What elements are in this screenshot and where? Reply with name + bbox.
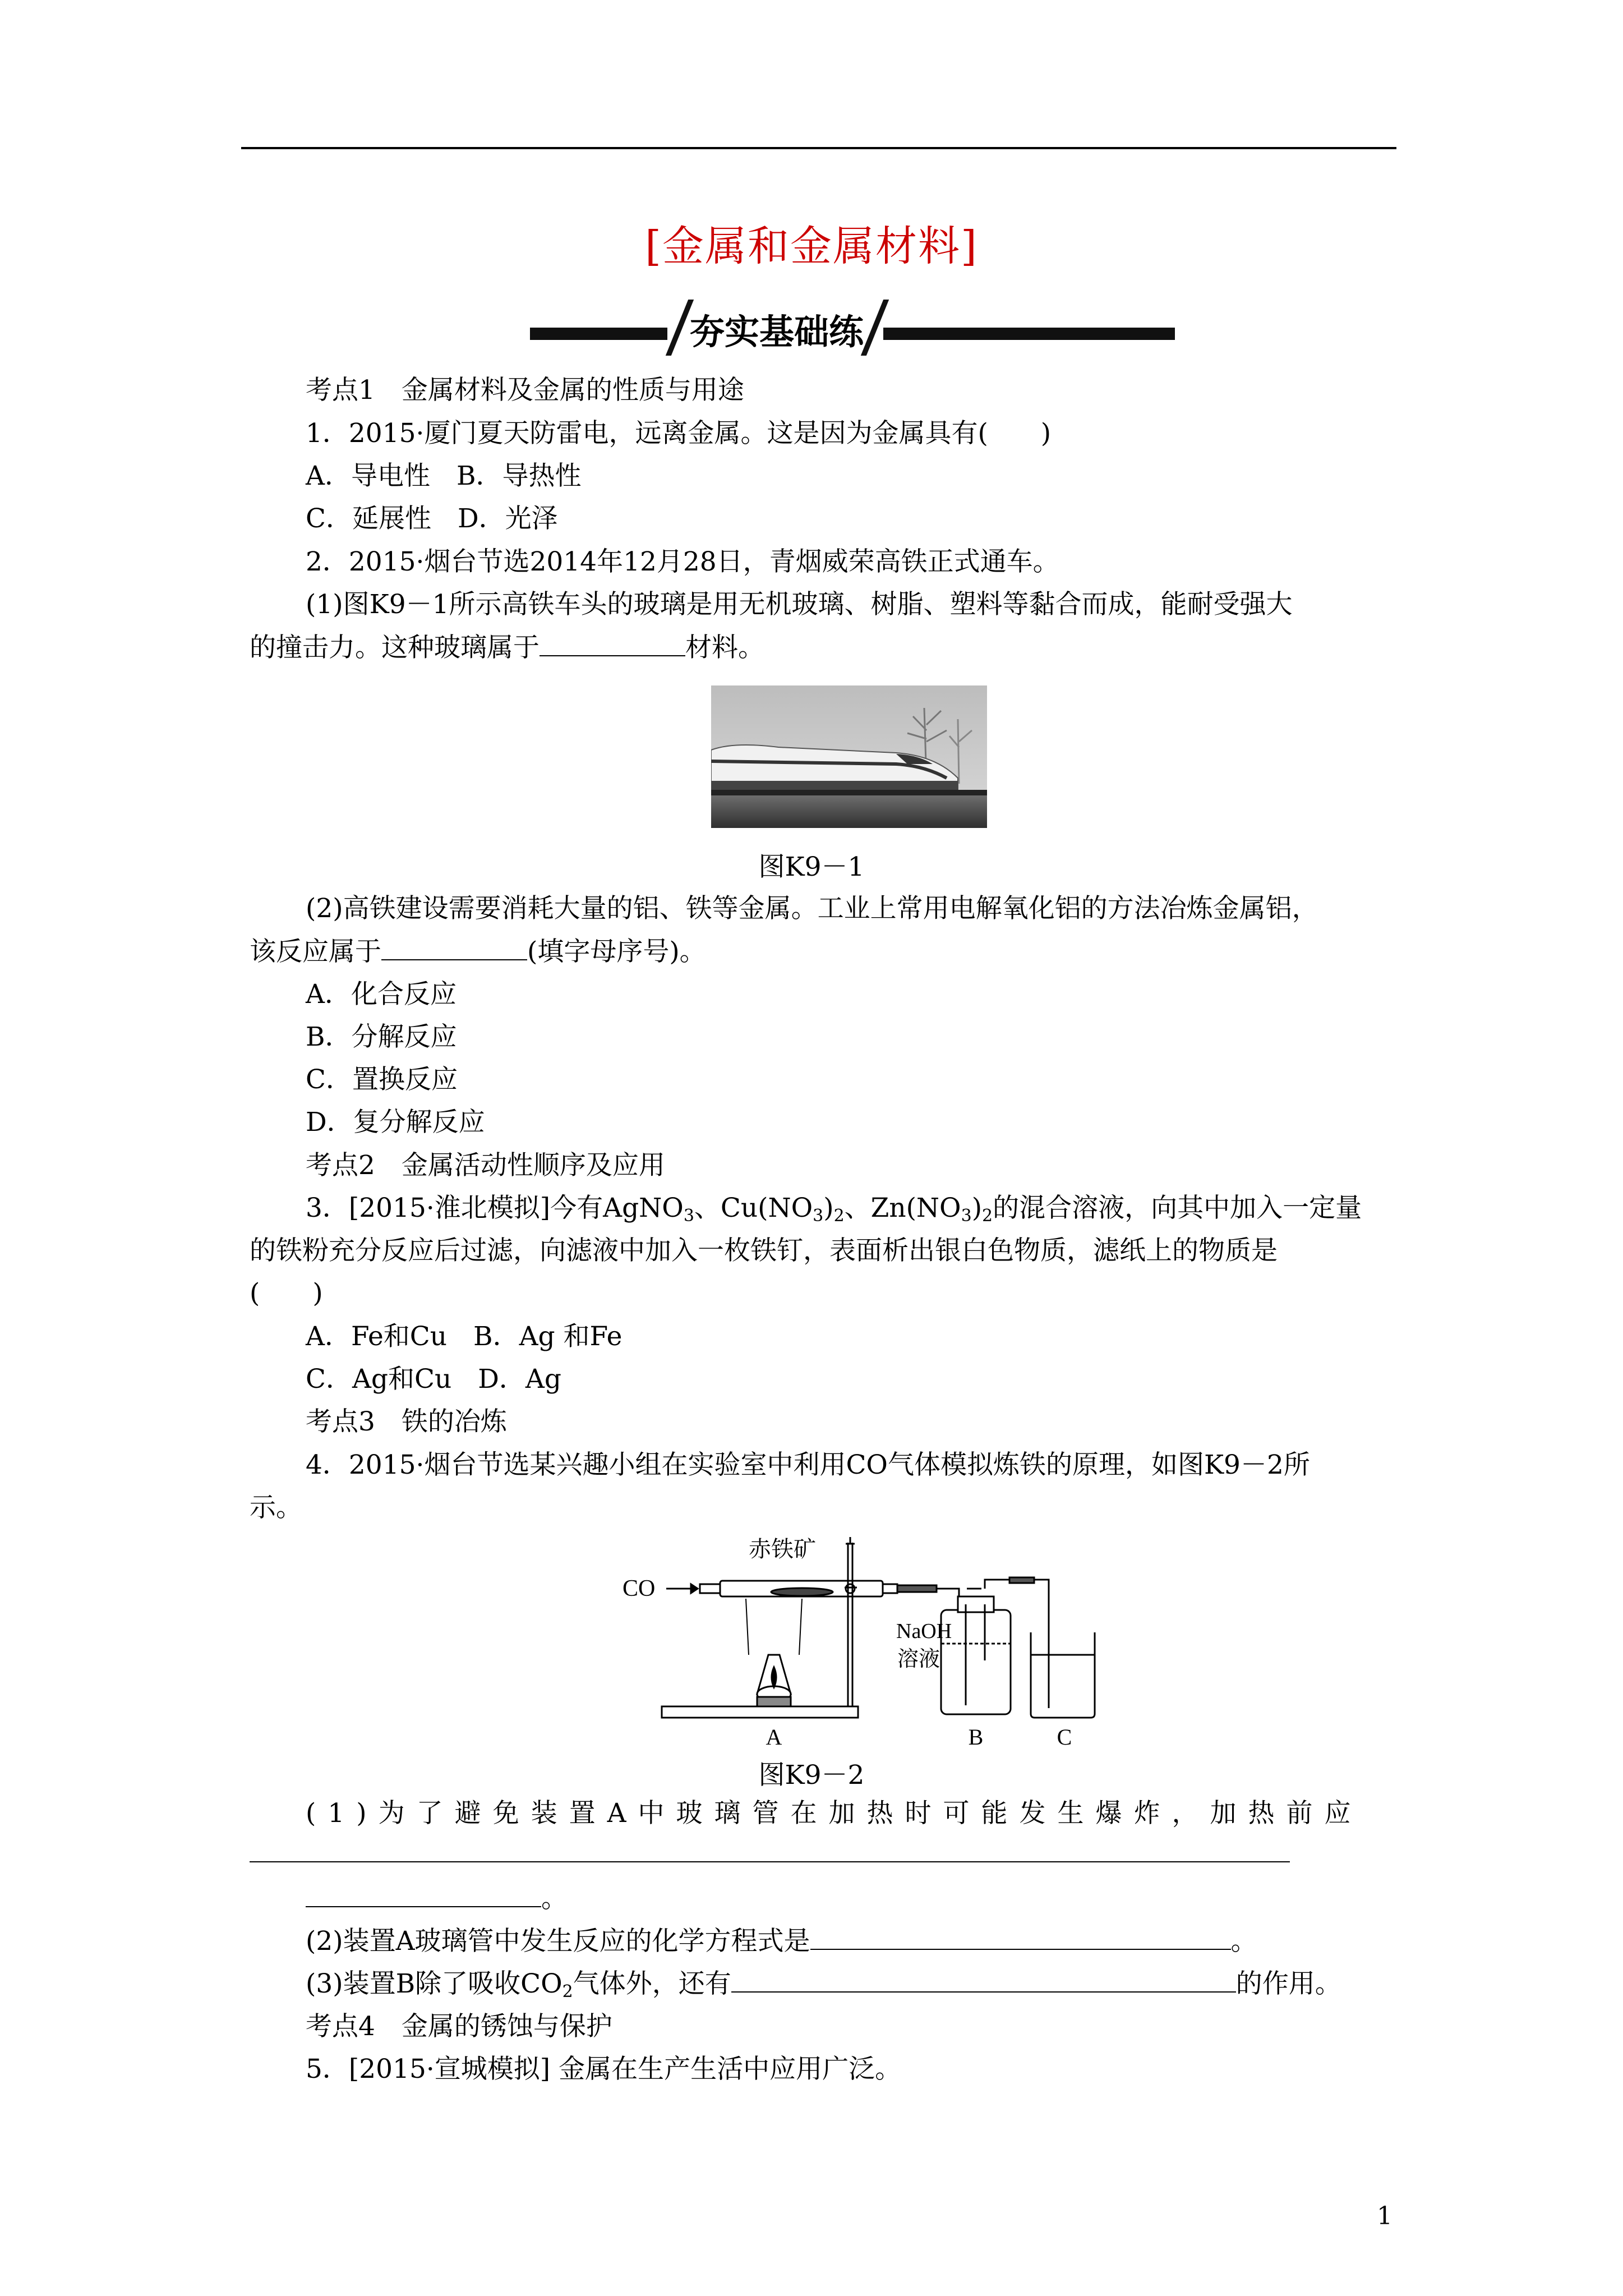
q4-part2-text: (2)装置A玻璃管中发生反应的化学方程式是 bbox=[306, 1926, 810, 1957]
q3-options-ab: A．Fe和Cu B．Ag 和Fe bbox=[306, 1321, 623, 1352]
question-3-cont: 的铁粉充分反应后过滤，向滤液中加入一枚铁钉，表面析出银白色物质，滤纸上的物质是 bbox=[250, 1235, 1278, 1266]
q4-part1-end: 。 bbox=[541, 1883, 568, 1914]
section-banner bbox=[530, 297, 1175, 353]
q2-part2-text: 该反应属于 bbox=[250, 936, 381, 967]
q2-part1: (1)图K9－1所示高铁车头的玻璃是用无机玻璃、树脂、塑料等黏合而成，能耐受强大 bbox=[306, 589, 1293, 620]
answer-blank[interactable] bbox=[810, 1924, 1231, 1950]
page-title: [金属和金属材料] bbox=[645, 222, 978, 270]
q4-part3-text-c: 的作用。 bbox=[1235, 1968, 1341, 1999]
q3-text-a: 3．[2015·淮北模拟]今有AgNO bbox=[306, 1193, 684, 1223]
label-b: B bbox=[968, 1724, 984, 1750]
section-heading-4: 考点4 金属的锈蚀与保护 bbox=[306, 2011, 612, 2042]
banner-bar-right bbox=[883, 328, 1175, 340]
question-1: 1．2015·厦门夏天防雷电，远离金属。这是因为金属具有( ) bbox=[306, 418, 1052, 449]
label-a: A bbox=[766, 1724, 782, 1750]
figure-1-caption: 图K9－1 bbox=[758, 852, 865, 882]
answer-blank[interactable] bbox=[381, 935, 527, 960]
question-3-bracket: ( ) bbox=[250, 1278, 323, 1309]
header-rule bbox=[241, 147, 1396, 149]
q4-part3 bbox=[306, 1967, 1341, 2009]
q2-part2-cont bbox=[250, 935, 706, 969]
q2-part1-suffix: 材料。 bbox=[685, 632, 764, 663]
q2-part2: (2)高铁建设需要消耗大量的铝、铁等金属。工业上常用电解氧化铝的方法冶炼金属铝， bbox=[306, 893, 1318, 924]
q4-part2-end: 。 bbox=[1230, 1926, 1257, 1957]
q4-part3-text-a: (3)装置B除了吸收CO bbox=[306, 1968, 562, 1999]
train-photo bbox=[711, 685, 987, 828]
q3-sub-2: 3 bbox=[813, 1206, 824, 1226]
page-number: 1 bbox=[1377, 2202, 1393, 2230]
section-heading-1: 考点1 金属材料及金属的性质与用途 bbox=[306, 375, 744, 406]
banner-bar-left bbox=[530, 328, 667, 340]
q4-part3-sub: 2 bbox=[562, 1982, 573, 2001]
co-label: CO bbox=[623, 1576, 656, 1602]
q3-sub-4: 3 bbox=[961, 1206, 972, 1226]
q2-part2-suffix: (填字母序号)。 bbox=[527, 936, 706, 967]
solution-label: 溶液 bbox=[897, 1648, 940, 1671]
answer-blank[interactable] bbox=[731, 1967, 1236, 1993]
section-heading-3: 考点3 铁的冶炼 bbox=[306, 1406, 507, 1437]
question-2: 2．2015·烟台节选2014年12月28日，青烟威荣高铁正式通车。 bbox=[306, 546, 1059, 577]
hematite-label: 赤铁矿 bbox=[749, 1536, 816, 1562]
naoh-label: NaOH bbox=[896, 1619, 952, 1643]
question-4: 4．2015·烟台节选某兴趣小组在实验室中利用CO气体模拟炼铁的原理，如图K9－2所 bbox=[306, 1450, 1310, 1480]
q1-options-ab: A．导电性 B．导热性 bbox=[306, 461, 582, 491]
q4-part2 bbox=[306, 1924, 1257, 1958]
q2-option-b: B．分解反应 bbox=[306, 1022, 457, 1052]
label-c: C bbox=[1057, 1724, 1072, 1750]
q3-sub-3: 2 bbox=[833, 1206, 845, 1226]
q2-option-d: D．复分解反应 bbox=[306, 1107, 485, 1138]
q3-text-f: 的混合溶液，向其中加入一定量 bbox=[993, 1193, 1362, 1223]
q2-part1-cont bbox=[250, 631, 764, 665]
figure-2-caption: 图K9－2 bbox=[758, 1760, 865, 1791]
question-3 bbox=[306, 1191, 1362, 1233]
q2-option-a: A．化合反应 bbox=[306, 979, 457, 1010]
apparatus-diagram bbox=[623, 1526, 1105, 1750]
q3-text-b: 、Cu(NO bbox=[694, 1193, 813, 1223]
q2-part1-text: 的撞击力。这种玻璃属于 bbox=[250, 632, 540, 663]
answer-blank-line[interactable] bbox=[250, 1861, 1290, 1862]
q4-part3-text-b: 气体外，还有 bbox=[573, 1968, 731, 1999]
question-4-cont: 示。 bbox=[250, 1492, 302, 1523]
q3-text-c: ) bbox=[823, 1193, 834, 1223]
answer-blank[interactable] bbox=[306, 1881, 541, 1907]
q4-part1: (1)为了避免装置A中玻璃管在加热时可能发生爆炸，加热前应 bbox=[306, 1798, 1363, 1829]
q3-sub-1: 3 bbox=[683, 1206, 694, 1226]
q2-option-c: C．置换反应 bbox=[306, 1064, 458, 1095]
q1-options-cd: C．延展性 D．光泽 bbox=[306, 503, 558, 534]
answer-blank[interactable] bbox=[540, 631, 685, 656]
section-heading-2: 考点2 金属活动性顺序及应用 bbox=[306, 1150, 665, 1181]
banner-title: 夯实基础练 bbox=[689, 311, 864, 352]
question-5: 5．[2015·宣城模拟] 金属在生产生活中应用广泛。 bbox=[306, 2054, 902, 2085]
q4-part1-cont bbox=[306, 1881, 568, 1916]
q3-sub-5: 2 bbox=[982, 1206, 993, 1226]
q3-text-e: ) bbox=[971, 1193, 983, 1223]
q3-text-d: 、Zn(NO bbox=[844, 1193, 961, 1223]
q3-options-cd: C．Ag和Cu D．Ag bbox=[306, 1364, 561, 1395]
